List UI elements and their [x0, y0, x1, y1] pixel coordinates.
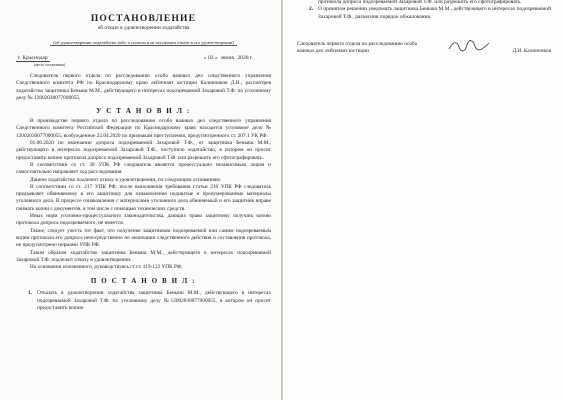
heading-established: У С Т А Н О В И Л : [96, 107, 191, 116]
resolved-item-1 [16, 290, 271, 312]
city-note: (место составления) [34, 63, 65, 67]
document-header [16, 14, 271, 49]
subtitle-note: (об удовлетворении ходатайства либо о полном или частичном отказе в его удовлетворении) [50, 40, 237, 46]
document-date [202, 55, 253, 61]
place-date-row [16, 55, 271, 67]
resolved-item-2-text: О принятом решении уведомить защитника Беньяш М.М., действующего в интересах подозреваемой Захаровой Т.Ф., разъяснив порядок обжалования. [318, 6, 551, 20]
signer-title: Следователь первого отдела по расследованию особо важных дел лейтенант юстиции [297, 40, 418, 54]
signer-name: Д.И. Калинчиков [512, 47, 551, 54]
document-title: ПОСТАНОВЛЕНИЕ [90, 14, 197, 24]
resolved-item-2 [297, 6, 551, 21]
heading-resolved: П О С Т А Н О В И Л : [90, 277, 197, 286]
established-paragraph-4: Данное ходатайство подлежит отказу в удовлетворении, по следующим основаниям. [30, 176, 222, 183]
established-paragraph-2: 01.06.2020 по окончании допроса подозреваемой Захаровой Т.Ф., от защитника Беньяш М.М., действующего в интересах подозреваемой Захаровой Т.Ф., поступило ходатайство, в котором он просит предоставить копию протокола допроса подозреваемой Захаровой Т.Ф. или разрешить его сфотографировать. [16, 140, 271, 161]
established-paragraph-5: В соответствии со ст. 217 УПК РФ, после выполнения требования статьи 216 УПК РФ следователь предъявляет обвиняемому и его защитнику для ознакомления подшитые и пронумерованные материалы уголовного дела. В процессе ознакомления с материалами уголовного дела обвиняемый и его защитник вправе снимать копии с документов, в том числе с помощью технических средств. [16, 183, 271, 212]
continuation-text: протокола допроса подозреваемой Захаровой Т.Ф. или разрешить его сфотографировать. [318, 0, 522, 5]
established-paragraph-8: Таким образом ходатайство защитника Беньяш М.М., действующего в интересах подозреваемой Захаровой Т.Ф. подлежит отказу в удовлетворении. [16, 249, 271, 263]
established-paragraph-6: Иных норм уголовно-процессуального законодательства, дающих право защитнику получать копию протокола допроса подозреваемого, не имеется. [16, 213, 271, 227]
resolved-item-1-text: Отказать в удовлетворении ходатайства защитника Беньяш М.М., действующего в интересах подозреваемой Захаровой Т.Ф. по уголовному делу №12002030077000055, в котором он просит предоставить копию [37, 290, 271, 312]
established-paragraph-1: В производстве первого отдела по расследованию особо важных дел следственного управления Следственного комитета Российской Федерации по Краснодарскому краю находится уголовное дело № 12002030077000055, возбужденное 22.04.2020 по признакам преступления, предусмотренного ст. 207.1 УК РФ. [16, 118, 271, 139]
handwritten-signature [447, 39, 491, 53]
intro-paragraph: Следователь первого отдела по расследованию особо важных дел следственного управления Следственного комитета РФ по Краснодарскому краю лейтенант юстиции Калинчиков Д.И., рассмотрев ходатайство защитника Беньяш М.М., действующего в интересах подозреваемой Захаровой Т.Ф. по уголовному делу № 12002030077000055, [16, 73, 271, 101]
established-paragraph-9: На основании изложенного, руководствуясь ст.ст. 119-122 УПК РФ, [30, 264, 183, 271]
signature-block [297, 41, 551, 55]
resolved-item-2-number: 2. [308, 6, 313, 13]
signature-area [435, 41, 512, 55]
established-paragraph-7: Также, следует учесть тот факт, что получение защитником подозреваемой или самим подозреваемым копии протокола его допроса непосредственно по окончании следственного действия и составления протокола, не предусмотрено нормами УПК РФ. [16, 227, 271, 249]
resolved-item-1-number: 1. [28, 290, 32, 297]
right-page [283, 0, 563, 400]
city: г. Краснодар [18, 55, 48, 61]
document-subtitle: об отказе в удовлетворении ходатайства [97, 25, 190, 31]
place-block [16, 55, 126, 67]
date-year: 2020 г. [237, 55, 253, 61]
date-month: июня [221, 55, 234, 61]
date-day: « 03 » [203, 55, 218, 61]
established-paragraph-3: В соответствии со ст. 38 УПК РФ следователь является процессуально независимым лицом и самостоятельно направляет ход расследования. [16, 161, 271, 176]
